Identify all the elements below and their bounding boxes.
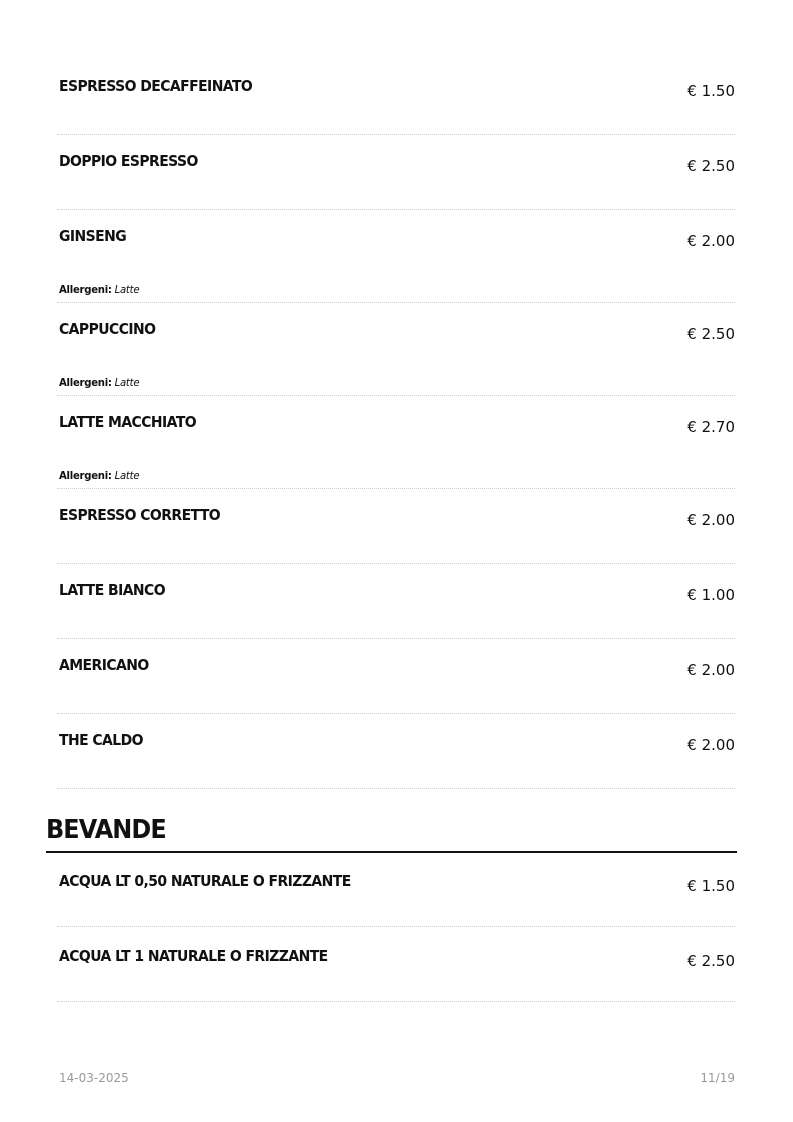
menu-item [57, 852, 735, 927]
item-price: € 2.00 [687, 232, 735, 250]
item-price: € 2.00 [687, 511, 735, 529]
item-price: € 1.00 [687, 586, 735, 604]
item-name: CAPPUCCINO [59, 320, 156, 338]
allergens-value: Latte [114, 469, 140, 482]
item-name: LATTE MACCHIATO [59, 413, 197, 431]
menu-item [57, 396, 735, 489]
allergens-value: Latte [114, 376, 140, 389]
allergens-label: Allergeni: [59, 376, 112, 389]
item-name: ACQUA LT 0,50 NATURALE O FRIZZANTE [59, 872, 351, 890]
item-price: € 2.50 [687, 952, 735, 970]
section-title: BEVANDE [46, 815, 166, 845]
item-price: € 2.00 [687, 661, 735, 679]
allergens-label: Allergeni: [59, 283, 112, 296]
menu-item [57, 714, 735, 789]
footer-date: 14-03-2025 [59, 1071, 129, 1085]
allergens-label: Allergeni: [59, 469, 112, 482]
menu-list-coffee [57, 60, 735, 789]
menu-item [57, 489, 735, 564]
allergens-value: Latte [114, 283, 140, 296]
menu-item [57, 564, 735, 639]
menu-item [57, 135, 735, 210]
allergens-line [59, 283, 139, 296]
item-name: THE CALDO [59, 731, 143, 749]
item-price: € 2.50 [687, 157, 735, 175]
menu-item [57, 927, 735, 1002]
allergens-line [59, 469, 139, 482]
footer-page-number: 11/19 [700, 1071, 735, 1085]
menu-item [57, 60, 735, 135]
menu-item [57, 639, 735, 714]
item-price: € 2.00 [687, 736, 735, 754]
item-name: DOPPIO ESPRESSO [59, 152, 198, 170]
allergens-line [59, 376, 139, 389]
menu-item [57, 210, 735, 303]
item-name: ESPRESSO DECAFFEINATO [59, 77, 253, 95]
menu-list-bevande [57, 852, 735, 1002]
menu-item [57, 303, 735, 396]
item-name: GINSENG [59, 227, 127, 245]
item-price: € 1.50 [687, 82, 735, 100]
item-price: € 2.70 [687, 418, 735, 436]
item-name: ESPRESSO CORRETTO [59, 506, 221, 524]
item-name: LATTE BIANCO [59, 581, 166, 599]
section-heading-bevande [46, 812, 737, 853]
item-name: AMERICANO [59, 656, 149, 674]
item-price: € 2.50 [687, 325, 735, 343]
item-name: ACQUA LT 1 NATURALE O FRIZZANTE [59, 947, 328, 965]
item-price: € 1.50 [687, 877, 735, 895]
